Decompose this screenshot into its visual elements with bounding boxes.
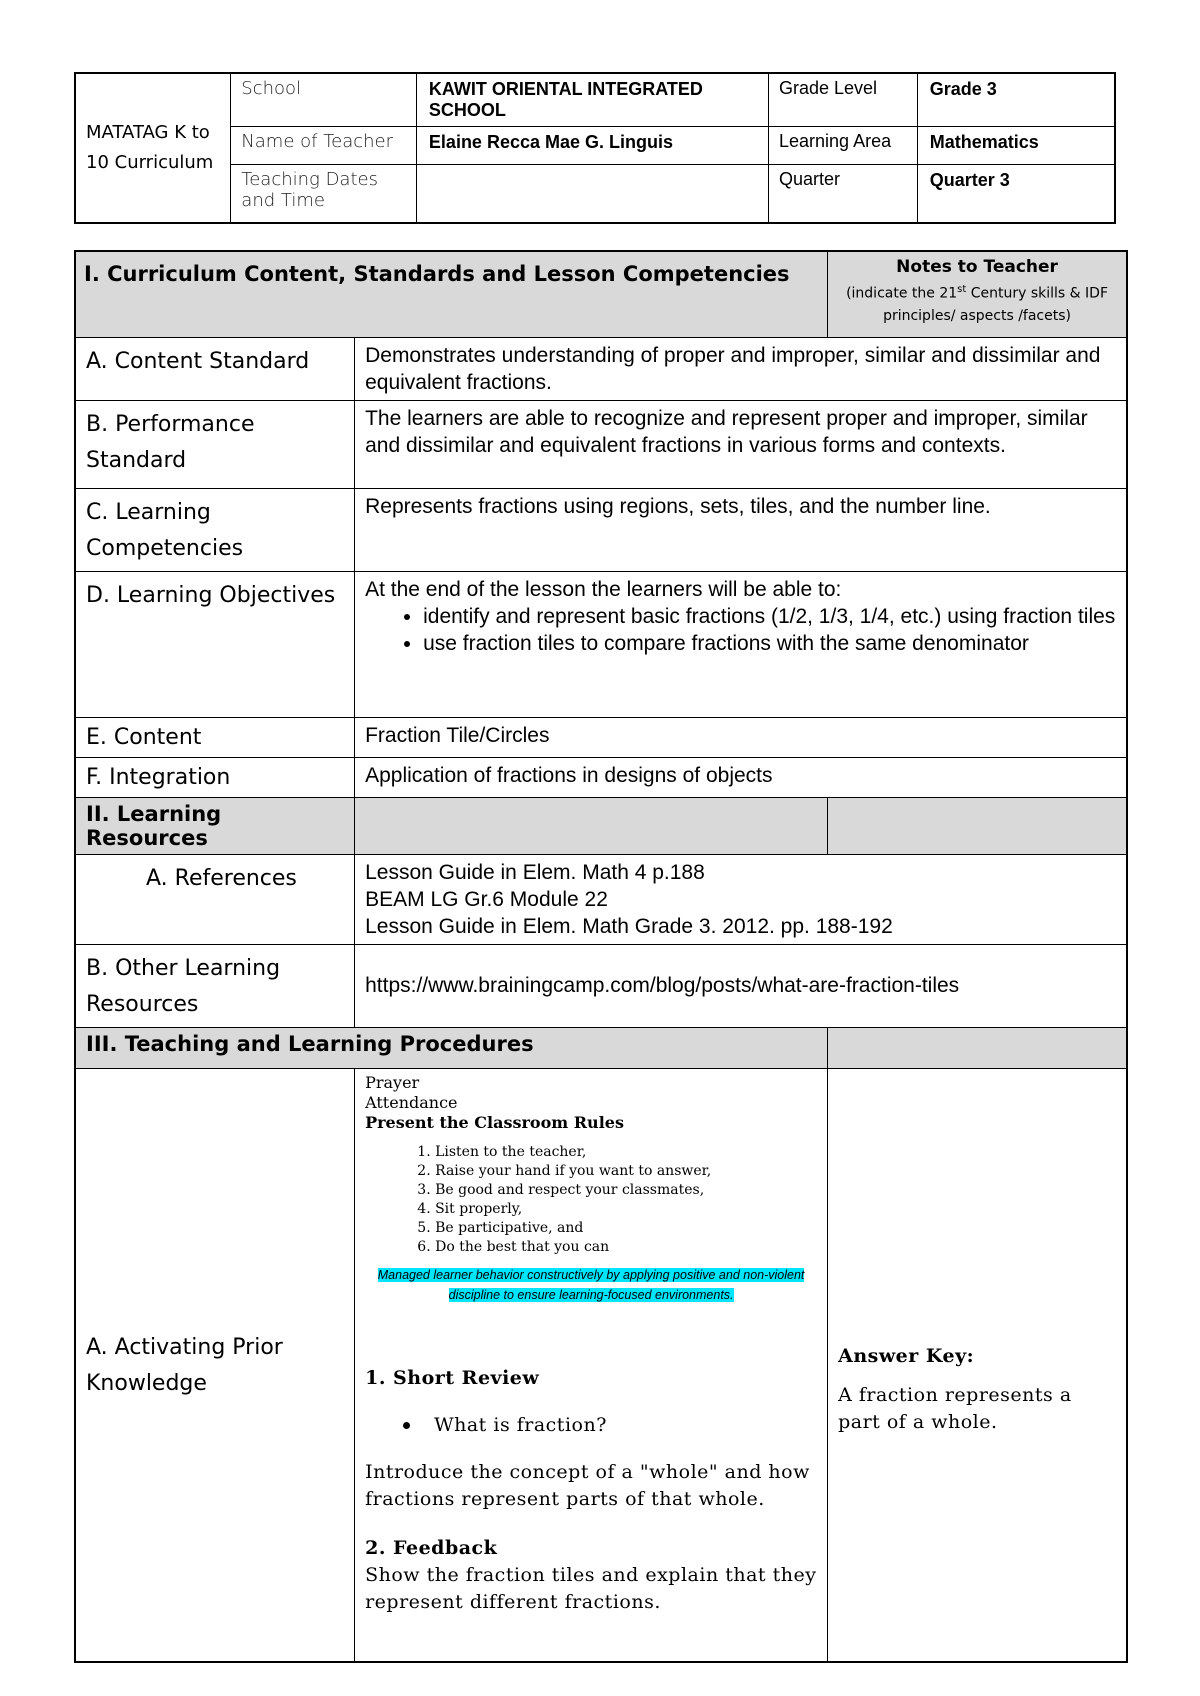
grade-value: Grade 3: [917, 73, 1115, 127]
section2-title: II. Learning Resources: [75, 797, 355, 854]
rule-item: 5. Be participative, and: [435, 1219, 817, 1238]
prayer-text: Prayer: [365, 1072, 420, 1092]
review-bullet: What is fraction?: [434, 1413, 607, 1436]
rules-title: Present the Classroom Rules: [365, 1112, 624, 1132]
objective-item: • identify and represent basic fractions (1/2, 1/3, 1/4, etc.) using fraction tiles: [423, 603, 1116, 630]
row-label-integration: F. Integration: [75, 757, 355, 797]
review-title: 1. Short Review: [365, 1366, 540, 1389]
row-value-integration: Application of fractions in designs of objects: [355, 757, 1127, 797]
notes-sup: st: [957, 284, 967, 295]
rule-item: 4. Sit properly,: [435, 1200, 817, 1219]
section1-title: I. Curriculum Content, Standards and Lesson Competencies: [75, 251, 828, 337]
rule-item: 6. Do the best that you can: [435, 1238, 817, 1257]
section2-notes-blank: [828, 797, 1127, 854]
row-label-content-standard: A. Content Standard: [75, 337, 355, 400]
area-value: Mathematics: [917, 127, 1115, 165]
highlight-note: [377, 1265, 805, 1305]
notes-title: Notes to Teacher: [896, 257, 1058, 277]
objectives-intro: At the end of the lesson the learners will be able to:: [365, 577, 842, 601]
row-label-performance-standard: B. Performance Standard: [75, 400, 355, 488]
reference-line: Lesson Guide in Elem. Math Grade 3. 2012. pp. 188-192: [365, 914, 893, 938]
school-label: School: [231, 73, 417, 127]
school-value: KAWIT ORIENTAL INTEGRATED SCHOOL: [416, 73, 768, 127]
grade-label: Grade Level: [769, 73, 918, 127]
answer-key-cell: [828, 1068, 1127, 1662]
quarter-label: Quarter: [769, 165, 918, 223]
bullet-icon: [403, 1422, 410, 1429]
objectives-list: [365, 603, 1116, 657]
rule-item: 1. Listen to the teacher,: [435, 1143, 817, 1162]
review-text: Introduce the concept of a "whole" and how fractions represent parts of that whole.: [365, 1460, 810, 1510]
row-value-content: Fraction Tile/Circles: [355, 717, 1127, 757]
rules-list: [365, 1143, 817, 1257]
header-table: [74, 72, 1116, 224]
activating-prior-knowledge-label: A. Activating Prior Knowledge: [75, 1068, 355, 1662]
row-label-content: E. Content: [75, 717, 355, 757]
other-resources-link[interactable]: https://www.brainingcamp.com/blog/posts/what-are-fraction-tiles: [355, 944, 1127, 1027]
answer-key-title: Answer Key:: [838, 1344, 975, 1367]
teacher-label: Name of Teacher: [231, 127, 417, 165]
rule-item: 3. Be good and respect your classmates,: [435, 1181, 817, 1200]
other-resources-label: B. Other Learning Resources: [75, 944, 355, 1027]
row-label-learning-objectives: D. Learning Objectives: [75, 571, 355, 717]
area-label: Learning Area: [769, 127, 918, 165]
dates-label: Teaching Dates and Time: [231, 165, 417, 223]
section2-blank: [355, 797, 828, 854]
dates-value: [416, 165, 768, 223]
row-label-learning-competencies: C. Learning Competencies: [75, 488, 355, 571]
teacher-value: Elaine Recca Mae G. Linguis: [416, 127, 768, 165]
row-value-content-standard: Demonstrates understanding of proper and improper, similar and dissimilar and equivalent fractions.: [355, 337, 1127, 400]
notes-sub-post: Century skills & IDF principles/ aspects /facets): [883, 285, 1108, 324]
section3-notes-blank: [828, 1027, 1127, 1068]
reference-line: Lesson Guide in Elem. Math 4 p.188: [365, 860, 705, 884]
highlight-text: Managed learner behavior constructively by applying positive and non-violent discipline to ensure learning-focused environments.: [377, 1267, 805, 1302]
notes-sub-pre: (indicate the 21: [846, 285, 958, 302]
notes-to-teacher: [828, 251, 1127, 337]
attendance-text: Attendance: [365, 1092, 458, 1112]
references-value: [355, 854, 1127, 944]
feedback-title: 2. Feedback: [365, 1536, 498, 1559]
reference-line: BEAM LG Gr.6 Module 22: [365, 887, 608, 911]
row-value-performance-standard: The learners are able to recognize and represent proper and improper, similar and dissimilar and equivalent fractions in various forms and contexts.: [355, 400, 1127, 488]
quarter-value: Quarter 3: [917, 165, 1115, 223]
section3-title: III. Teaching and Learning Procedures: [75, 1027, 828, 1068]
references-label: A. References: [75, 854, 355, 944]
curriculum-label: MATATAG K to 10 Curriculum: [75, 73, 231, 223]
activating-prior-knowledge-content: [355, 1068, 828, 1662]
objective-item: • use fraction tiles to compare fractions with the same denominator: [423, 630, 1116, 657]
rule-item: 2. Raise your hand if you want to answer,: [435, 1162, 817, 1181]
review-bullet-row: [365, 1412, 817, 1439]
row-value-learning-objectives: [355, 571, 1127, 717]
answer-key-text: A fraction represents a part of a whole.: [838, 1383, 1072, 1433]
row-value-learning-competencies: Represents fractions using regions, sets, tiles, and the number line.: [355, 488, 1127, 571]
feedback-text: Show the fraction tiles and explain that they represent different fractions.: [365, 1563, 817, 1613]
lesson-table: [74, 250, 1128, 1663]
